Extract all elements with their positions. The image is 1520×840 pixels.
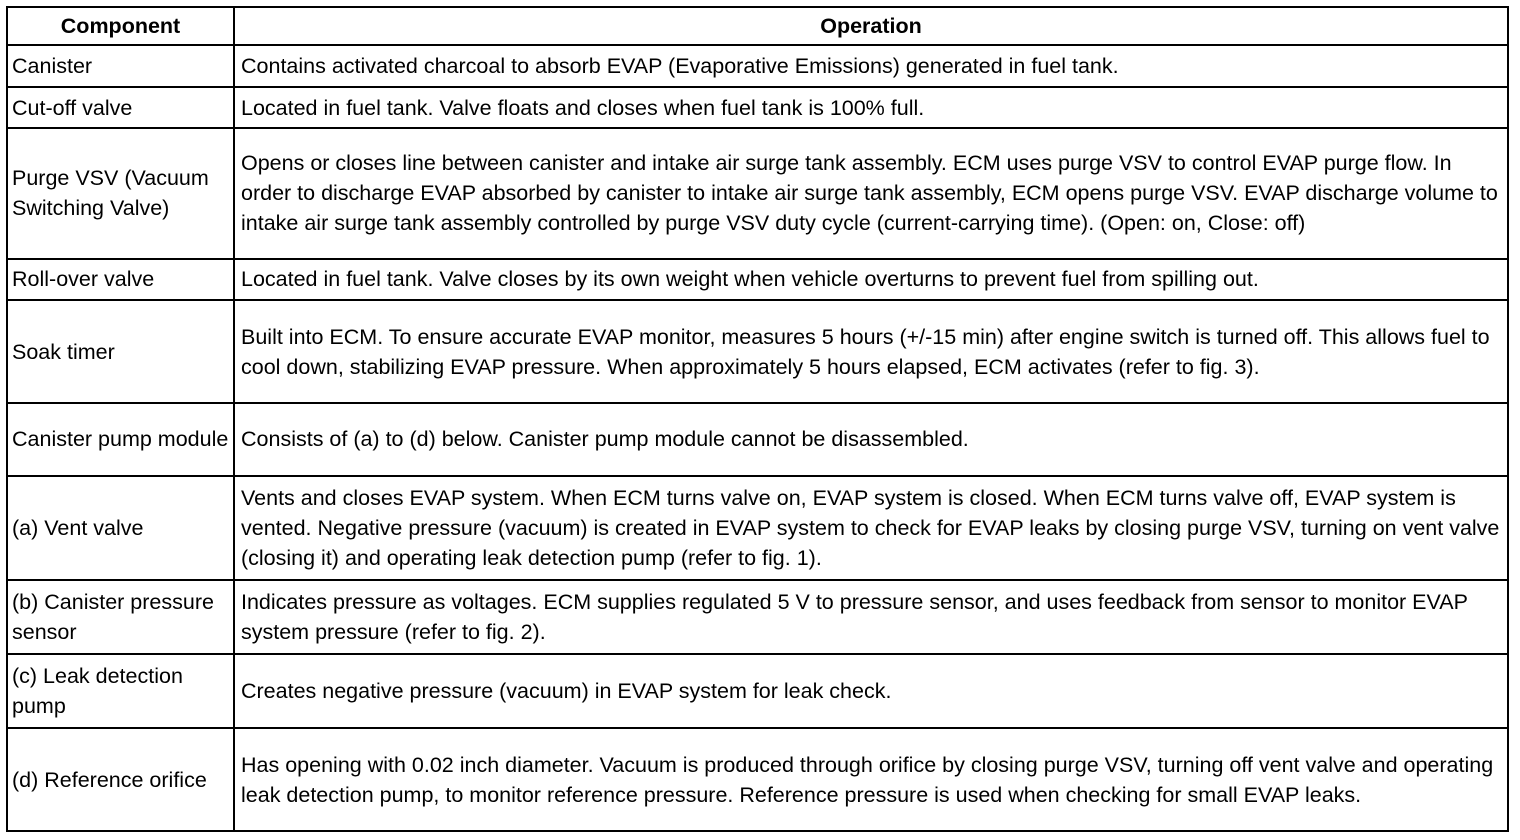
header-operation: Operation bbox=[234, 7, 1508, 45]
component-cell: (d) Reference orifice bbox=[7, 728, 234, 831]
operation-cell: Vents and closes EVAP system. When ECM turns valve on, EVAP system is closed. When ECM turns valve off, EVAP system is vented. Negative pressure (vacuum) is created in EVAP system to check for EVAP leaks by closing purge VSV, turning on vent valve (closing it) and operating leak detection pump (refer to fig. 1). bbox=[234, 476, 1508, 580]
operation-cell: Consists of (a) to (d) below. Canister pump module cannot be disassembled. bbox=[234, 403, 1508, 476]
component-cell: Canister bbox=[7, 45, 234, 87]
table-row bbox=[7, 654, 1508, 728]
table-row bbox=[7, 728, 1508, 831]
operation-cell: Has opening with 0.02 inch diameter. Vacuum is produced through orifice by closing purge VSV, turning off vent valve and operating leak detection pump, to monitor reference pressure. Reference pressure is used when checking for small EVAP leaks. bbox=[234, 728, 1508, 831]
table-header-row bbox=[7, 7, 1508, 45]
evap-components-table-container bbox=[6, 6, 1507, 832]
component-cell: Purge VSV (Vacuum Switching Valve) bbox=[7, 128, 234, 258]
table-row bbox=[7, 403, 1508, 476]
operation-cell: Contains activated charcoal to absorb EVAP (Evaporative Emissions) generated in fuel tank. bbox=[234, 45, 1508, 87]
evap-components-table bbox=[6, 6, 1509, 832]
operation-cell: Opens or closes line between canister and intake air surge tank assembly. ECM uses purge VSV to control EVAP purge flow. In order to discharge EVAP absorbed by canister to intake air surge tank assembly, ECM opens purge VSV. EVAP discharge volume to intake air surge tank assembly controlled by purge VSV duty cycle (current-carrying time). (Open: on, Close: off) bbox=[234, 128, 1508, 258]
component-cell: Canister pump module bbox=[7, 403, 234, 476]
table-row bbox=[7, 300, 1508, 403]
table-row bbox=[7, 87, 1508, 129]
table-row bbox=[7, 259, 1508, 301]
operation-cell: Built into ECM. To ensure accurate EVAP monitor, measures 5 hours (+/-15 min) after engine switch is turned off. This allows fuel to cool down, stabilizing EVAP pressure. When approximately 5 hours elapsed, ECM activates (refer to fig. 3). bbox=[234, 300, 1508, 403]
component-cell: (a) Vent valve bbox=[7, 476, 234, 580]
operation-cell: Creates negative pressure (vacuum) in EVAP system for leak check. bbox=[234, 654, 1508, 728]
operation-cell: Located in fuel tank. Valve floats and closes when fuel tank is 100% full. bbox=[234, 87, 1508, 129]
operation-cell: Indicates pressure as voltages. ECM supplies regulated 5 V to pressure sensor, and uses feedback from sensor to monitor EVAP system pressure (refer to fig. 2). bbox=[234, 580, 1508, 654]
component-cell: (c) Leak detection pump bbox=[7, 654, 234, 728]
component-cell: Soak timer bbox=[7, 300, 234, 403]
table-row bbox=[7, 476, 1508, 580]
operation-cell: Located in fuel tank. Valve closes by its own weight when vehicle overturns to prevent fuel from spilling out. bbox=[234, 259, 1508, 301]
table-row bbox=[7, 128, 1508, 258]
component-cell: (b) Canister pressure sensor bbox=[7, 580, 234, 654]
table-row bbox=[7, 580, 1508, 654]
component-cell: Cut-off valve bbox=[7, 87, 234, 129]
header-component: Component bbox=[7, 7, 234, 45]
component-cell: Roll-over valve bbox=[7, 259, 234, 301]
table-row bbox=[7, 45, 1508, 87]
